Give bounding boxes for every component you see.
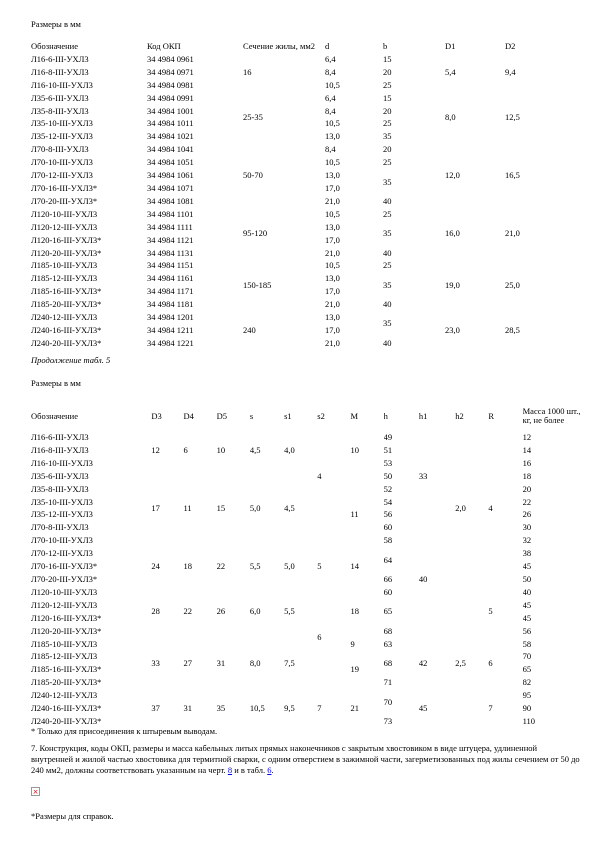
D2-cell: 16,5 [505,170,520,181]
d-cell: 17,0 [325,286,340,297]
R-cell: 5 [488,606,493,617]
designation-cell: Л120-10-III-УХЛ3 [31,586,98,597]
D1-cell: 23,0 [445,324,460,335]
D1-cell: 19,0 [445,279,460,290]
D1-cell: 8,0 [445,111,456,122]
column-header: R [488,410,495,421]
h-cell: 51 [383,444,393,455]
M-cell: 9 [350,638,355,649]
column-header: Обозначение [31,410,78,421]
h1-cell [419,586,455,651]
R-cell: 6 [488,657,493,668]
h-cell: 56 [383,509,393,520]
h-cell: 50 [383,470,393,481]
note-7-text: 7. Конструкция, коды ОКП, размеры и масса кабельных литых прямых наконечников с закрытым хвостовиком в виде штуцера, удлиненной внутренней и жилой частью хвостовика для термитной сварки, с одним отверстием в зажимной части, загерметизованных под жилы сечением от 50 до 240 мм2, должны соответствовать указанным на черт. [31,743,580,775]
designation-cell: Л16-6-III-УХЛ3 [31,432,89,442]
column-header: D1 [445,41,456,51]
h2-cell [455,431,488,483]
s-cell: 4,5 [249,444,261,455]
M-cell [350,470,383,483]
s1-cell: 5,0 [284,561,295,572]
drawing-8-link[interactable]: 8 [227,765,233,775]
d-cell: 21,0 [325,337,340,348]
D4-cell: 27 [183,657,192,668]
designation-cell: Л185-10-III-УХЛ3 [31,260,98,271]
okp-code-cell: 34 4984 1121 [147,234,194,245]
d-cell: 13,0 [325,312,340,323]
designation-cell: Л16-8-III-УХЛ3 [31,444,89,455]
designation-cell: Л70-12-III-УХЛ3 [31,548,93,559]
h-cell: 65 [383,606,393,617]
D3-cell: 28 [151,606,160,617]
okp-code-cell: 34 4984 1151 [147,260,194,271]
designation-cell: Л240-12-III-УХЛ3 [31,690,98,701]
h1-cell [419,483,455,573]
s-cell: 6,0 [249,606,261,617]
D1-cell: 12,0 [445,170,460,181]
h2-cell: 2,0 [455,502,466,513]
column-header: Масса 1000 шт., кг, не более [522,406,581,425]
designation-cell: Л185-16-III-УХЛ3* [31,286,102,297]
units-title-2: Размеры в мм [31,378,81,388]
mass-cell: 40 [522,586,532,597]
column-header: D4 [183,410,194,421]
designation-cell: Л35-12-III-УХЛ3 [31,509,93,520]
table-row [31,208,551,221]
okp-code-cell: 34 4984 1071 [147,182,194,193]
b-cell: 20 [383,66,392,77]
mass-cell: 45 [522,599,532,610]
d-cell: 8,4 [325,66,336,77]
footnote-star: * Только для присоединения к штыревым выводам. [31,726,218,736]
D3-cell: 24 [151,561,160,572]
b-cell: 25 [383,118,392,129]
column-header: h1 [418,410,428,421]
mass-cell: 14 [522,444,532,455]
column-header: Сечение жилы, мм2 [243,41,316,51]
column-header: D5 [216,410,228,421]
D5-cell: 22 [216,561,226,572]
b-cell: 35 [383,228,392,239]
designation-cell: Л240-20-III-УХЛ3* [31,715,102,726]
b-cell: 35 [383,318,392,329]
mass-cell: 45 [522,561,532,572]
s2-cell: 5 [317,561,322,572]
okp-code-cell: 34 4984 1101 [147,208,194,219]
h-cell: 71 [383,677,393,688]
okp-code-cell: 34 4984 1161 [147,273,194,284]
designation-cell: Л35-10-III-УХЛ3 [31,496,93,507]
mass-cell: 50 [522,573,532,584]
column-header: D3 [151,410,162,421]
s-cell: 8,0 [249,657,261,668]
d-cell: 10,5 [325,260,340,271]
h-cell: 73 [383,715,393,726]
okp-code-cell: 34 4984 1201 [147,312,194,323]
mass-cell: 12 [522,432,532,442]
h-cell: 68 [383,625,393,636]
okp-code-cell: 34 4984 1211 [147,324,194,335]
D5-cell: 15 [216,502,226,513]
designation-cell: Л185-12-III-УХЛ3 [31,651,98,662]
mass-cell: 95 [522,690,532,701]
designation-cell: Л70-10-III-УХЛ3 [31,157,93,168]
h1-cell [419,431,455,470]
h1-cell: 42 [418,657,428,668]
s2-cell [317,650,350,689]
D5-cell: 31 [216,657,226,668]
s-cell: 5,5 [249,561,261,572]
mass-cell: 90 [522,703,532,714]
b-cell: 25 [383,157,392,168]
h-cell: 52 [383,483,393,494]
column-header: b [383,41,388,51]
D5-cell: 26 [216,606,226,617]
b-cell: 40 [383,247,392,258]
b-cell: 40 [383,299,392,310]
d-cell: 10,5 [325,118,340,129]
units-title-1: Размеры в мм [31,19,81,29]
M-cell: 10 [350,444,359,455]
s1-cell: 7,5 [284,657,295,668]
d-cell: 17,0 [325,324,340,335]
mass-cell: 18 [522,470,532,481]
mass-cell: 45 [522,612,532,623]
M-cell: 19 [350,664,359,675]
h-cell: 54 [383,496,393,507]
designation-cell: Л185-10-III-УХЛ3 [31,638,98,649]
D4-cell: 18 [183,561,192,572]
table-row [31,92,551,105]
d-cell: 10,5 [325,157,340,168]
designation-cell: Л70-20-III-УХЛ3* [31,195,98,206]
okp-code-cell: 34 4984 1111 [147,221,193,232]
table-row [31,143,551,156]
D4-cell: 31 [183,703,192,714]
section-cell: 95-120 [243,228,268,239]
designation-cell: Л35-6-III-УХЛ3 [31,92,89,103]
column-header: Обозначение [31,41,78,51]
designation-cell: Л240-12-III-УХЛ3 [31,312,98,323]
designation-cell: Л70-8-III-УХЛ3 [31,144,89,155]
header-row [31,40,551,53]
designation-cell: Л240-20-III-УХЛ3* [31,337,102,348]
s-cell: 5,0 [249,502,261,513]
table-6-link[interactable]: 6 [267,765,272,775]
column-header: Код ОКП [147,41,181,51]
okp-code-cell: 34 4984 1061 [147,170,194,181]
column-header: M [350,410,359,421]
M-cell: 14 [350,561,359,572]
column-header: h [383,410,388,421]
designation-cell: Л70-10-III-УХЛ3 [31,535,93,546]
designation-cell: Л35-8-III-УХЛ3 [31,105,89,116]
D3-cell: 33 [151,657,160,668]
h-cell: 53 [383,457,393,468]
table-5-part1 [31,40,551,350]
d-cell: 6,4 [325,92,336,103]
h-cell: 63 [383,638,393,649]
s1-cell: 9,5 [284,703,295,714]
d-cell: 13,0 [325,273,340,284]
R-cell [488,625,522,651]
designation-cell: Л120-20-III-УХЛ3* [31,625,102,636]
h1-cell: 40 [418,573,428,584]
okp-code-cell: 34 4984 0991 [147,92,194,103]
b-cell: 25 [383,208,392,219]
designation-cell: Л240-16-III-УХЛ3* [31,324,102,335]
mass-cell: 38 [522,548,532,559]
mass-cell: 30 [522,522,532,533]
mass-cell: 82 [522,677,532,688]
D2-cell: 25,0 [505,279,520,290]
designation-cell: Л120-16-III-УХЛ3* [31,612,102,623]
table-row [31,311,551,324]
h2-cell [455,689,488,728]
table-row [31,259,551,272]
s1-cell: 4,5 [284,502,295,513]
b-cell: 20 [383,105,392,116]
table-5-part2 [31,401,586,728]
R-cell [488,431,522,483]
okp-code-cell: 34 4984 1081 [147,195,194,206]
b-cell: 25 [383,79,392,90]
column-header: h2 [455,410,464,421]
broken-image-icon: × [32,788,39,796]
designation-cell: Л120-20-III-УХЛ3* [31,247,102,258]
designation-cell: Л70-12-III-УХЛ3 [31,170,93,181]
b-cell: 35 [383,279,392,290]
designation-cell: Л16-8-III-УХЛ3 [31,66,89,77]
D1-cell: 5,4 [445,66,456,77]
d-cell: 21,0 [325,195,340,206]
b-cell: 20 [383,144,392,155]
continuation-title: Продолжение табл. 5 [31,355,111,365]
h-cell: 60 [383,522,393,533]
R-cell: 4 [488,502,493,513]
note-7-middle: и в табл. [232,765,266,775]
okp-code-cell: 34 4984 0961 [147,53,194,64]
designation-cell: Л120-10-III-УХЛ3 [31,208,98,219]
okp-code-cell: 34 4984 1171 [147,286,194,297]
table-row [31,431,586,444]
s2-cell: 4 [317,470,322,481]
header-row [31,401,586,431]
d-cell: 17,0 [325,182,340,193]
d-cell: 13,0 [325,131,340,142]
designation-cell: Л35-10-III-УХЛ3 [31,118,93,129]
column-header: s2 [317,410,325,421]
d-cell: 21,0 [325,299,340,310]
h-cell: 64 [383,554,393,565]
h2-cell [455,534,488,637]
designation-cell: Л185-20-III-УХЛ3* [31,299,102,310]
designation-cell: Л70-16-III-УХЛ3* [31,182,98,193]
s2-cell [317,431,350,470]
b-cell: 15 [383,92,392,103]
M-cell: 21 [350,703,359,714]
okp-code-cell: 34 4984 1221 [147,337,194,348]
designation-cell: Л120-12-III-УХЛ3 [31,599,98,610]
D2-cell: 9,4 [505,66,516,77]
b-cell: 35 [383,131,392,142]
h-cell: 49 [383,432,393,442]
okp-code-cell: 34 4984 1021 [147,131,194,142]
b-cell: 35 [383,176,392,187]
s-cell: 10,5 [249,703,265,714]
designation-cell: Л35-12-III-УХЛ3 [31,131,93,142]
section-cell: 150-185 [243,279,272,290]
designation-cell: Л35-6-III-УХЛ3 [31,470,89,481]
d-cell: 17,0 [325,234,340,245]
okp-code-cell: 34 4984 1181 [147,299,194,310]
designation-cell: Л16-10-III-УХЛ3 [31,79,93,90]
s1-cell: 4,0 [284,444,295,455]
mass-cell: 20 [522,483,532,494]
okp-code-cell: 34 4984 0981 [147,79,194,90]
mass-cell: 70 [522,651,532,662]
column-header: d [325,41,330,51]
h-cell: 70 [383,696,393,707]
D3-cell: 17 [151,502,160,513]
h-cell: 68 [383,657,393,668]
s2-cell [317,586,350,625]
h-cell: 60 [383,586,393,597]
R-cell [488,676,522,702]
designation-cell: Л120-12-III-УХЛ3 [31,221,98,232]
mass-cell: 32 [522,535,532,546]
d-cell: 6,4 [325,53,336,64]
okp-code-cell: 34 4984 1001 [147,105,194,116]
d-cell: 13,0 [325,221,340,232]
okp-code-cell: 34 4984 0971 [147,66,194,77]
h1-cell [419,676,455,702]
b-cell: 15 [383,53,392,64]
D1-cell: 16,0 [445,228,460,239]
designation-cell: Л70-20-III-УХЛ3* [31,573,98,584]
designation-cell: Л120-16-III-УХЛ3* [31,234,102,245]
okp-code-cell: 34 4984 1011 [147,118,194,129]
M-cell: 18 [350,606,359,617]
d-cell: 8,4 [325,105,336,116]
d-cell: 13,0 [325,170,340,181]
designation-cell: Л185-16-III-УХЛ3* [31,664,102,675]
D5-cell: 10 [216,444,226,455]
column-header: s [249,410,254,421]
s1-cell: 5,5 [284,606,295,617]
okp-code-cell: 34 4984 1041 [147,144,194,155]
section-cell: 50-70 [243,170,263,181]
section-cell: 16 [243,66,252,77]
s2-cell [317,483,350,548]
designation-cell: Л185-12-III-УХЛ3 [31,273,98,284]
mass-cell: 22 [522,496,532,507]
M-cell: 11 [350,509,359,520]
d-cell: 10,5 [325,79,340,90]
designation-cell: Л16-10-III-УХЛ3 [31,457,93,468]
mass-cell: 26 [522,509,532,520]
mass-cell: 65 [522,664,532,675]
D2-cell: 21,0 [505,228,520,239]
s2-cell: 7 [317,703,322,714]
okp-code-cell: 34 4984 1131 [147,247,194,258]
h2-cell: 2,5 [455,657,466,668]
section-cell: 240 [243,324,256,335]
designation-cell: Л16-6-III-УХЛ3 [31,53,89,64]
table-row [31,53,551,66]
D5-cell: 35 [216,703,226,714]
D4-cell: 11 [183,502,192,513]
note-7 [31,743,581,776]
designation-cell: Л70-16-III-УХЛ3* [31,561,98,572]
D4-cell: 22 [183,606,192,617]
R-cell: 7 [488,703,493,714]
b-cell: 40 [383,337,392,348]
D3-cell: 37 [151,703,160,714]
D4-cell: 6 [183,444,188,455]
D3-cell: 12 [151,444,160,455]
footnote-sizes: *Размеры для справок. [31,811,114,821]
designation-cell: Л240-16-III-УХЛ3* [31,703,102,714]
mass-cell: 16 [522,457,532,468]
b-cell: 40 [383,195,392,206]
designation-cell: Л70-8-III-УХЛ3 [31,522,89,533]
h1-cell: 33 [418,470,428,481]
d-cell: 21,0 [325,247,340,258]
note-7-end: . [271,765,274,775]
h-cell: 66 [383,573,393,584]
mass-cell: 110 [522,715,536,726]
column-header: s1 [284,410,292,421]
section-cell: 25-35 [243,111,263,122]
D2-cell: 28,5 [505,324,520,335]
column-header: D2 [505,41,516,51]
d-cell: 8,4 [325,144,336,155]
mass-cell: 56 [522,625,532,636]
mass-cell: 58 [522,638,532,649]
okp-code-cell: 34 4984 1051 [147,157,194,168]
D2-cell: 12,5 [505,111,520,122]
d-cell: 10,5 [325,208,340,219]
h1-cell: 45 [418,703,428,714]
b-cell: 25 [383,260,392,271]
designation-cell: Л35-8-III-УХЛ3 [31,483,89,494]
s2-cell: 6 [317,632,322,643]
R-cell [488,534,522,599]
designation-cell: Л185-20-III-УХЛ3* [31,677,102,688]
h-cell: 58 [383,535,393,546]
